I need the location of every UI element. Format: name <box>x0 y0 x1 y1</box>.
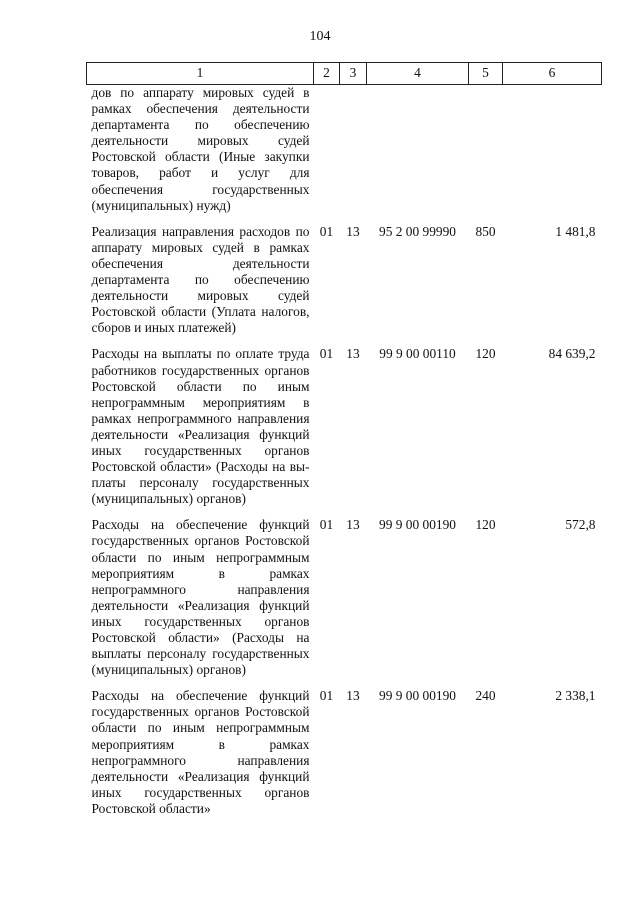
header-col-3: 3 <box>340 63 367 85</box>
row-amount-cell <box>503 85 602 224</box>
header-col-2: 2 <box>314 63 340 85</box>
row-target-article-cell: 95 2 00 99990 <box>379 223 456 239</box>
row-name-cell: Реализация направления расходов по аппарату мировых судей в рамках обеспечения деятельности департамента по обеспечению деятельности мировых судей Ростовской области (Уплата налогов, сборов и иных платежей) <box>91 223 310 336</box>
header-col-4: 4 <box>367 63 469 85</box>
page-number: 104 <box>309 29 331 44</box>
table-row <box>87 85 602 224</box>
header-col-6: 6 <box>503 63 602 85</box>
table-body <box>87 85 602 828</box>
row-amount-cell: 2 338,1 <box>555 688 596 704</box>
table-row <box>87 517 602 688</box>
row-section-cell <box>314 85 340 224</box>
row-amount-cell: 84 639,2 <box>548 346 596 362</box>
row-target-article-cell: 99 9 00 00190 <box>379 688 456 704</box>
row-amount-cell: 572,8 <box>565 517 596 533</box>
row-name-cell: дов по аппарату мировых судей в рамках обеспечения деятельности департамента по обеспечению деятельности мировых судей Ростовской области (Иные закупки товаров, работ и услуг для обеспечения государственных (муниципальных) нужд) <box>91 85 310 213</box>
row-name-cell: Расходы на выплаты по оплате труда работников государственных органов Ростовской области по иным непрограммным мероприятиям в рамках непрограммного направления деятельности «Реализация функций иных государственных органов Ростовской области» (Расходы на выплаты персоналу государственных (муниципальных) органов) <box>91 346 310 507</box>
row-expense-type-cell <box>469 85 503 224</box>
row-target-article-cell: 99 9 00 00190 <box>379 517 456 533</box>
budget-table <box>86 62 602 827</box>
header-col-5: 5 <box>469 63 503 85</box>
table-row <box>87 224 602 347</box>
row-name-cell: Расходы на обеспечение функций государственных органов Ростовской области по иным непрограммным мероприятиям в рамках непрограммного направления деятельности «Реализация функций иных государственных органов Ростовской области» <box>91 688 310 816</box>
row-subsection-cell <box>340 85 367 224</box>
table-header-row <box>87 63 602 85</box>
row-subsection-cell: 13 <box>346 346 360 362</box>
row-amount-cell: 1 481,8 <box>555 223 596 239</box>
row-expense-type-cell: 240 <box>475 688 496 704</box>
row-section-cell: 01 <box>319 346 334 362</box>
row-section-cell: 01 <box>319 688 334 704</box>
row-expense-type-cell: 850 <box>475 223 496 239</box>
row-target-article-cell <box>367 85 469 224</box>
row-subsection-cell: 13 <box>346 517 360 533</box>
row-target-article-cell: 99 9 00 00110 <box>379 346 456 362</box>
header-col-1: 1 <box>87 63 314 85</box>
row-expense-type-cell: 120 <box>475 517 496 533</box>
row-section-cell: 01 <box>319 223 334 239</box>
row-expense-type-cell: 120 <box>475 346 496 362</box>
table-row <box>87 688 602 827</box>
row-subsection-cell: 13 <box>346 688 360 704</box>
row-name-cell: Расходы на обеспечение функций государственных органов Ростовской области по иным непрограммным мероприятиям в рамках непрограммного направления деятельности «Реализация функций иных государственных органов Ростовской области» (Расходы на выплаты персоналу государственных (муниципальных) органов) <box>91 517 310 678</box>
table-row <box>87 346 602 517</box>
row-subsection-cell: 13 <box>346 223 360 239</box>
row-section-cell: 01 <box>319 517 334 533</box>
